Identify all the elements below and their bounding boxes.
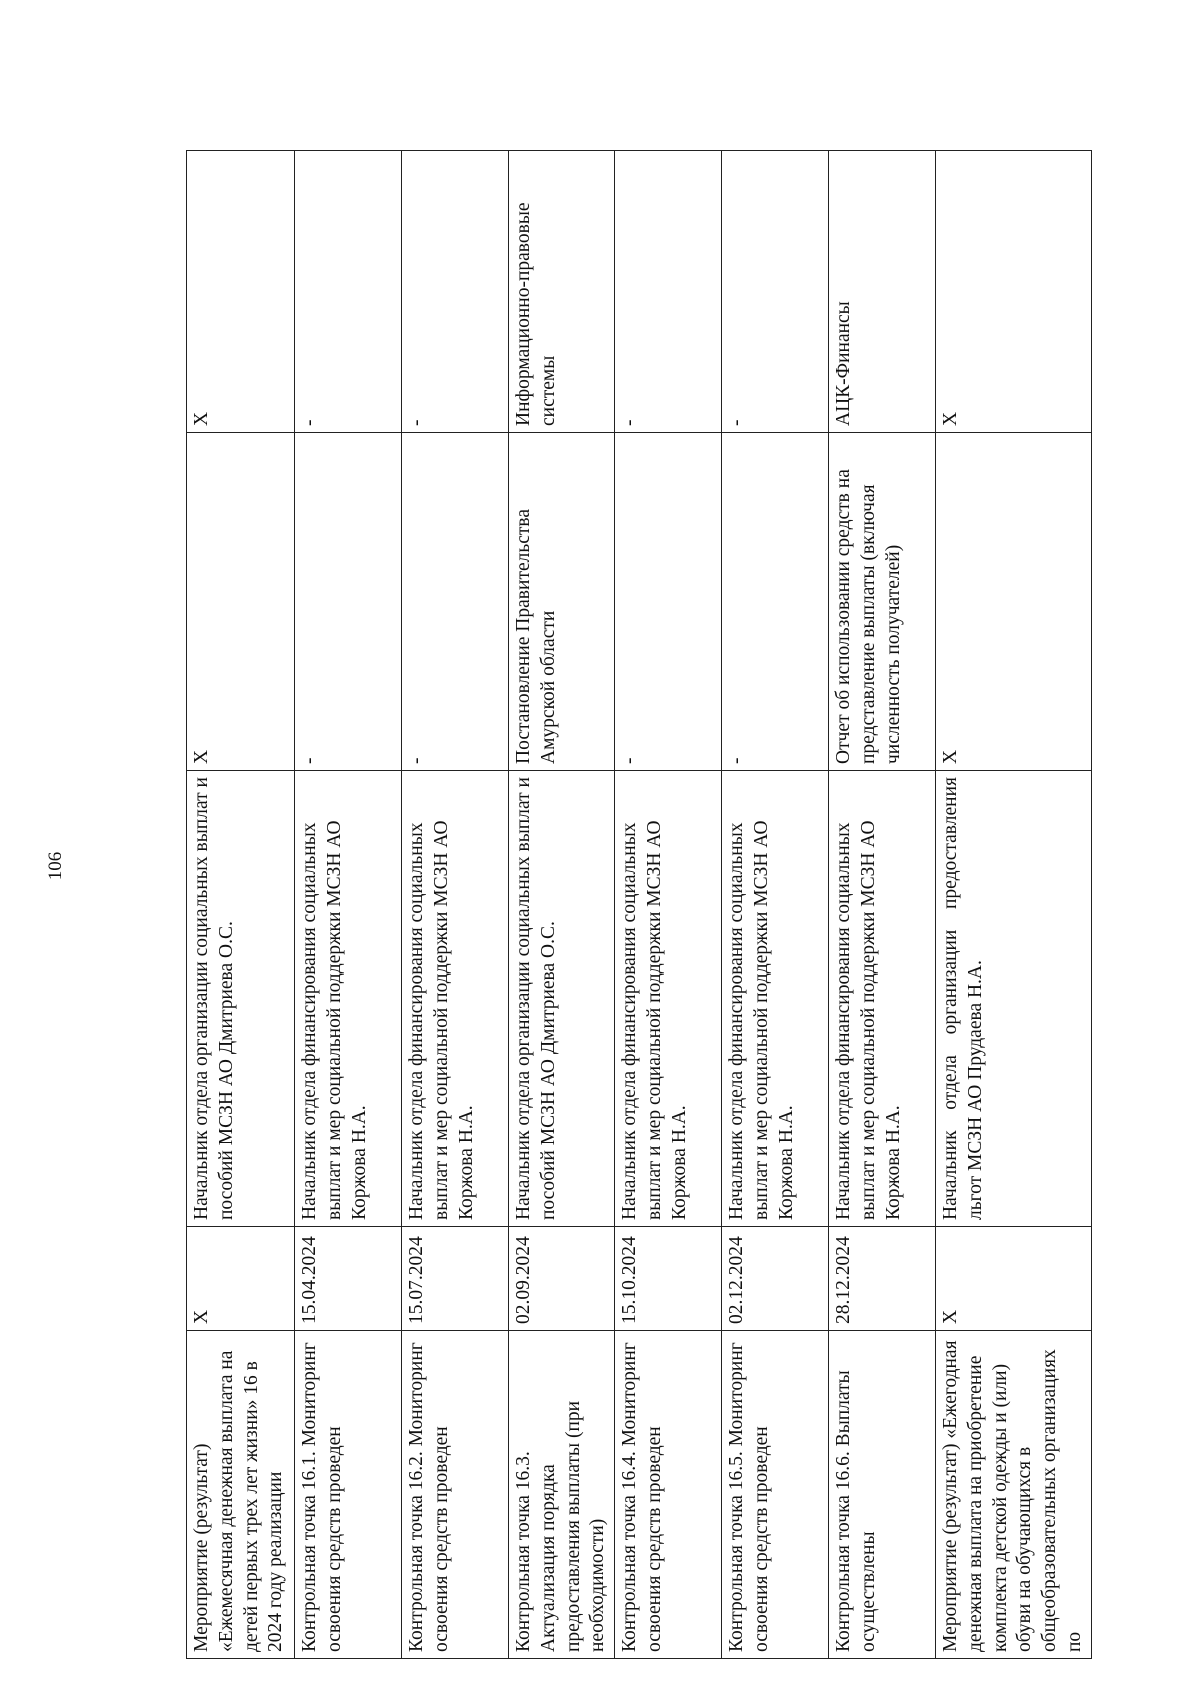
responsible-cell: Начальник отдела организации предоставления льгот МСЗН АО Прудаева Н.А. (936, 771, 1092, 1227)
date-cell: 02.12.2024 (722, 1227, 829, 1331)
rotated-table-wrapper (186, 151, 1085, 1659)
document-cell: - (402, 433, 509, 771)
responsible-cell: Начальник отдела финансирования социальных выплат и мер социальной поддержки МСЗН АО Коржова Н.А. (295, 771, 402, 1227)
table-row (936, 151, 1092, 1659)
date-cell: X (936, 1227, 1092, 1331)
document-cell: X (936, 433, 1092, 771)
date-cell: 28.12.2024 (829, 1227, 936, 1331)
document-cell: Отчет об использовании средств на представление выплаты (включая численность получателей) (829, 433, 936, 771)
table-row (722, 151, 829, 1659)
event-name-cell: Контрольная точка 16.2. Мониторинг освоения средств проведен (402, 1331, 509, 1659)
event-name-cell: Контрольная точка 16.1. Мониторинг освоения средств проведен (295, 1331, 402, 1659)
document-cell: - (295, 433, 402, 771)
info-system-cell: - (295, 151, 402, 433)
date-cell: 02.09.2024 (509, 1227, 615, 1331)
responsible-cell: Начальник отдела финансирования социальных выплат и мер социальной поддержки МСЗН АО Коржова Н.А. (615, 771, 722, 1227)
event-name-cell: Контрольная точка 16.3. Актуализация порядка предоставления выплаты (при необходимости) (509, 1331, 615, 1659)
event-name-cell: Мероприятие (результат) «Ежегодная денежная выплата на приобретение комплекта детской одежды и (или) обуви на обучающихся в общеобразовательных организациях по (936, 1331, 1092, 1659)
table-row (295, 151, 402, 1659)
table-row (615, 151, 722, 1659)
page-number: 106 (45, 851, 66, 881)
schedule-table (186, 150, 1092, 1659)
event-name-cell: Мероприятие (результат) «Ежемесячная денежная выплата на детей первых трех лет жизни» 16 в 2024 году реализации (187, 1331, 295, 1659)
responsible-cell: Начальник отдела организации социальных выплат и пособий МСЗН АО Дмитриева О.С. (187, 771, 295, 1227)
event-name-cell: Контрольная точка 16.4. Мониторинг освоения средств проведен (615, 1331, 722, 1659)
table-row (829, 151, 936, 1659)
responsible-cell: Начальник отдела организации социальных выплат и пособий МСЗН АО Дмитриева О.С. (509, 771, 615, 1227)
table-row (402, 151, 509, 1659)
event-name-cell: Контрольная точка 16.6. Выплаты осуществлены (829, 1331, 936, 1659)
table-row (187, 151, 295, 1659)
info-system-cell: - (402, 151, 509, 433)
info-system-cell: Информационно-правовые системы (509, 151, 615, 433)
document-cell: - (615, 433, 722, 771)
responsible-cell: Начальник отдела финансирования социальных выплат и мер социальной поддержки МСЗН АО Коржова Н.А. (829, 771, 936, 1227)
table-row (509, 151, 615, 1659)
info-system-cell: АЦК-Финансы (829, 151, 936, 433)
date-cell: 15.10.2024 (615, 1227, 722, 1331)
info-system-cell: - (722, 151, 829, 433)
event-name-cell: Контрольная точка 16.5. Мониторинг освоения средств проведен (722, 1331, 829, 1659)
date-cell: 15.07.2024 (402, 1227, 509, 1331)
date-cell: 15.04.2024 (295, 1227, 402, 1331)
info-system-cell: X (936, 151, 1092, 433)
responsible-cell: Начальник отдела финансирования социальных выплат и мер социальной поддержки МСЗН АО Коржова Н.А. (402, 771, 509, 1227)
info-system-cell: X (187, 151, 295, 433)
document-cell: - (722, 433, 829, 771)
document-cell: Постановление Правительства Амурской области (509, 433, 615, 771)
date-cell: X (187, 1227, 295, 1331)
document-cell: X (187, 433, 295, 771)
info-system-cell: - (615, 151, 722, 433)
responsible-cell: Начальник отдела финансирования социальных выплат и мер социальной поддержки МСЗН АО Коржова Н.А. (722, 771, 829, 1227)
